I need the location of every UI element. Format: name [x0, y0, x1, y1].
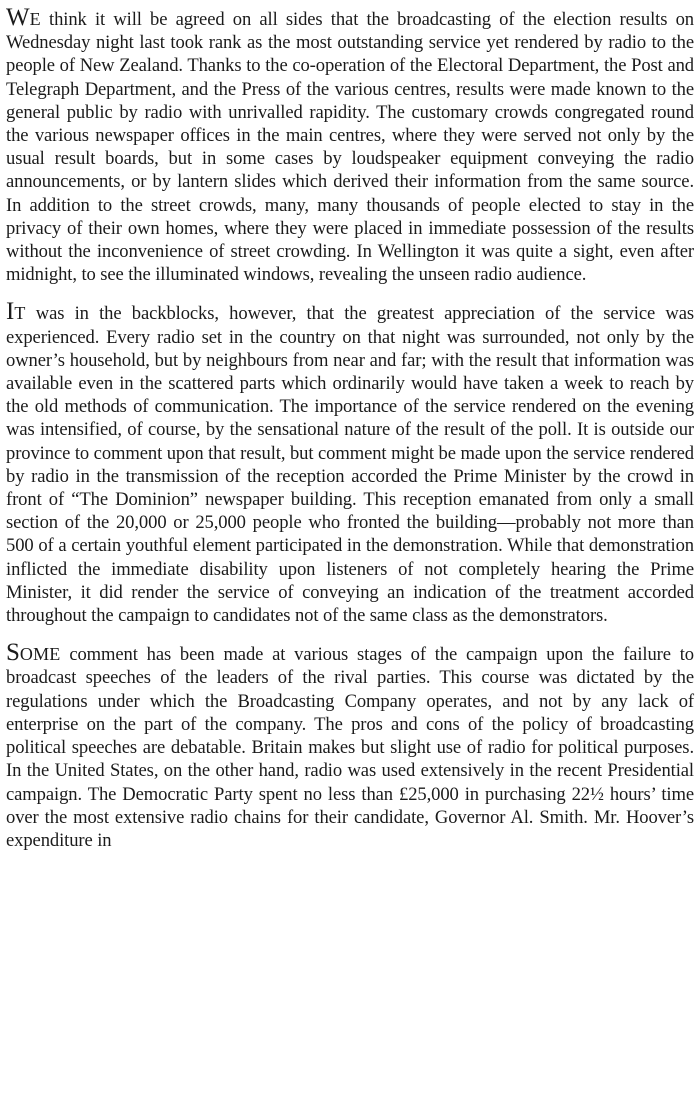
paragraph-lead-word: T — [14, 303, 26, 324]
paragraph-initial: S — [6, 639, 20, 667]
paragraph-lead-word: OME — [19, 644, 61, 665]
paragraph-text: was in the backblocks, however, that the greatest appreciation of the service was experienced. Every radio set in the country on that night was surrounded, not only by the owner’s household, but by neighbours from near and far; with the result that information was available even in the scattered parts which ordinarily would have taken a week to reach by the old methods of communication. The importance of the service rendered on the evening was intensified, of course, by the sensational nature of the result of the poll. It is outside our province to comment upon that result, but comment might be made upon the service rendered by radio in the transmission of the reception accorded the Prime Minister by the crowd in front of “The Dominion” newspaper building. This reception emanated from only a small section of the 20,000 or 25,000 people who fronted the building—probably not more than 500 of a certain youthful element participated in the demonstration. While that demonstration inflicted the immediate disability upon listeners of not completely hearing the Prime Minister, it did render the service of conveying an indication of the treatment accorded throughout the campaign to candidates not of the same class as the demonstrators. — [6, 303, 694, 627]
paragraph-political-speeches — [6, 639, 694, 852]
paragraph-initial: W — [6, 4, 30, 31]
paragraph-text: comment has been made at various stages of the campaign upon the failure to broadcast speeches of the leaders of the rival parties. This course was dictated by the regulations under which the Broadcasting Company operates, and not by any lack of enterprise on the part of the company. The pros and cons of the policy of broadcasting political speeches are debatable. Britain makes but slight use of radio for political purposes. In the United States, on the other hand, radio was used extensively in the recent Presidential campaign. The Democratic Party spent no less than £25,000 in purchasing 22½ hours’ time over the most extensive radio chains for their candidate, Governor Al. Smith. Mr. Hoover’s expenditure in — [6, 644, 694, 851]
paragraph-election-broadcast — [6, 4, 694, 286]
paragraph-lead-word: E — [29, 9, 41, 29]
paragraph-initial: I — [6, 298, 15, 326]
paragraph-backblocks-service — [6, 298, 694, 627]
paragraph-text: think it will be agreed on all sides that the broadcasting of the election results on Wednesday night last took rank as the most outstanding service yet rendered by radio to the people of New Zealand. Thanks to the co-operation of the Electoral Department, the Post and Telegraph Department, and the Press of the various centres, results were made known to the general public by radio with unrivalled rapidity. The customary crowds congregated round the various newspaper offices in the main centres, where they were served not only by the usual result boards, but in some cases by loudspeaker equipment conveying the radio announcements, or by lantern slides which derived their information from the same source. In addition to the street crowds, many, many thousands of people elected to stay in the privacy of their own homes, where they were placed in immediate possession of the results without the inconvenience of street crowding. In Wellington it was quite a sight, even after midnight, to see the illuminated windows, revealing the unseen radio audience. — [6, 9, 694, 286]
